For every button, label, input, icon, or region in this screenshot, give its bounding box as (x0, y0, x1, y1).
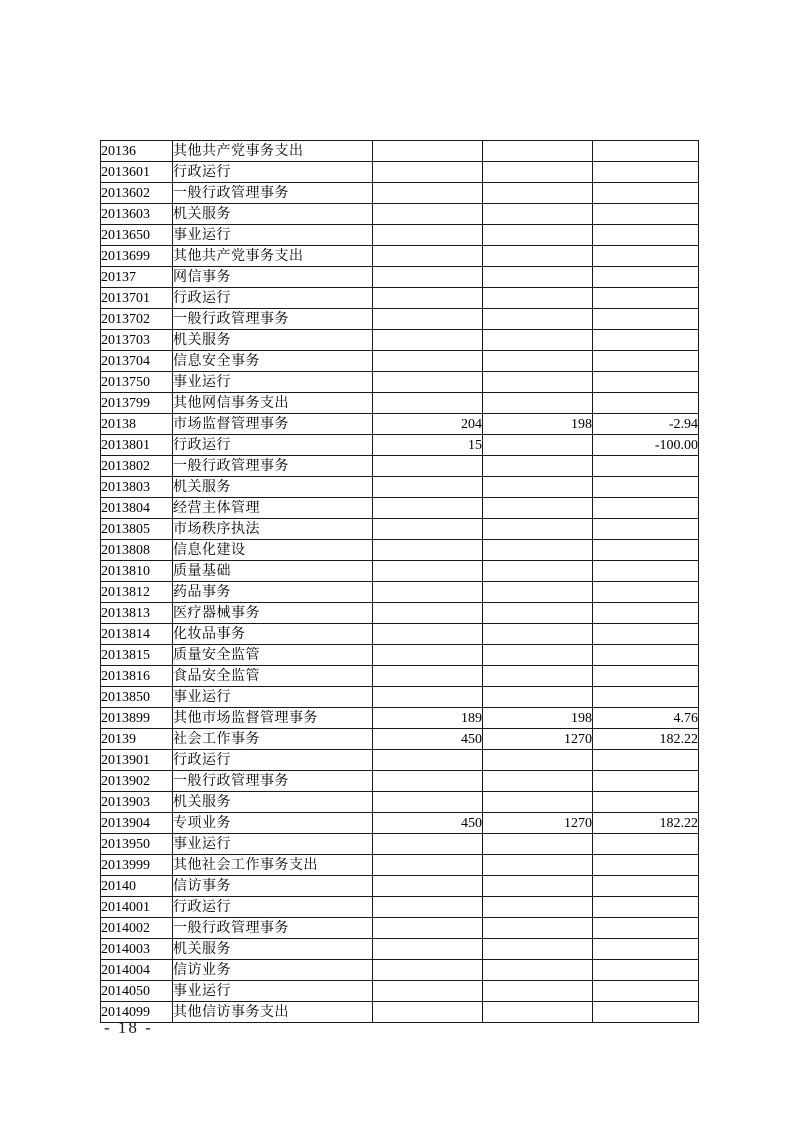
value-cell (593, 267, 699, 288)
value-cell (593, 624, 699, 645)
table-row (101, 393, 699, 414)
value-cell (593, 288, 699, 309)
value-cell (483, 750, 593, 771)
value-cell (593, 372, 699, 393)
table-row (101, 1002, 699, 1023)
value-cell (483, 981, 593, 1002)
table-row (101, 204, 699, 225)
value-cell (593, 561, 699, 582)
value-cell: 15 (373, 435, 483, 456)
table-row (101, 519, 699, 540)
table-row (101, 687, 699, 708)
value-cell (593, 792, 699, 813)
value-cell (373, 393, 483, 414)
value-cell (373, 204, 483, 225)
table-row (101, 771, 699, 792)
value-cell (373, 309, 483, 330)
value-cell (593, 666, 699, 687)
code-cell: 2013750 (101, 372, 173, 393)
name-cell: 药品事务 (173, 582, 373, 603)
value-cell (373, 477, 483, 498)
value-cell (483, 267, 593, 288)
code-cell: 20138 (101, 414, 173, 435)
name-cell: 行政运行 (173, 897, 373, 918)
table-row (101, 750, 699, 771)
code-cell: 2013802 (101, 456, 173, 477)
value-cell (483, 834, 593, 855)
value-cell (373, 456, 483, 477)
value-cell (483, 498, 593, 519)
name-cell: 行政运行 (173, 162, 373, 183)
name-cell: 一般行政管理事务 (173, 918, 373, 939)
value-cell (373, 372, 483, 393)
value-cell (483, 435, 593, 456)
value-cell (483, 309, 593, 330)
budget-table (100, 140, 699, 1023)
value-cell (483, 771, 593, 792)
value-cell (593, 246, 699, 267)
table-row (101, 414, 699, 435)
name-cell: 食品安全监管 (173, 666, 373, 687)
value-cell (373, 624, 483, 645)
value-cell (593, 477, 699, 498)
value-cell (593, 750, 699, 771)
value-cell (483, 246, 593, 267)
code-cell: 2013814 (101, 624, 173, 645)
value-cell (373, 876, 483, 897)
value-cell (373, 498, 483, 519)
code-cell: 2013812 (101, 582, 173, 603)
name-cell: 其他社会工作事务支出 (173, 855, 373, 876)
code-cell: 2013899 (101, 708, 173, 729)
value-cell (483, 666, 593, 687)
name-cell: 事业运行 (173, 225, 373, 246)
name-cell: 事业运行 (173, 687, 373, 708)
value-cell (373, 645, 483, 666)
value-cell (593, 225, 699, 246)
table-row (101, 498, 699, 519)
value-cell (373, 687, 483, 708)
table-row (101, 183, 699, 204)
value-cell (373, 939, 483, 960)
value-cell (373, 918, 483, 939)
value-cell (373, 771, 483, 792)
value-cell (593, 540, 699, 561)
code-cell: 2014003 (101, 939, 173, 960)
code-cell: 2013902 (101, 771, 173, 792)
code-cell: 2013903 (101, 792, 173, 813)
name-cell: 其他共产党事务支出 (173, 246, 373, 267)
code-cell: 2014050 (101, 981, 173, 1002)
value-cell (483, 393, 593, 414)
name-cell: 一般行政管理事务 (173, 309, 373, 330)
value-cell (483, 561, 593, 582)
name-cell: 一般行政管理事务 (173, 183, 373, 204)
value-cell (483, 288, 593, 309)
table-row (101, 162, 699, 183)
value-cell (373, 183, 483, 204)
code-cell: 2013810 (101, 561, 173, 582)
value-cell (593, 918, 699, 939)
value-cell (593, 141, 699, 162)
value-cell (483, 141, 593, 162)
name-cell: 行政运行 (173, 435, 373, 456)
value-cell (593, 855, 699, 876)
code-cell: 2013602 (101, 183, 173, 204)
name-cell: 一般行政管理事务 (173, 771, 373, 792)
code-cell: 2013799 (101, 393, 173, 414)
code-cell: 2013904 (101, 813, 173, 834)
name-cell: 机关服务 (173, 204, 373, 225)
table-row (101, 288, 699, 309)
value-cell: -2.94 (593, 414, 699, 435)
table-row (101, 834, 699, 855)
value-cell: 450 (373, 729, 483, 750)
code-cell: 2014099 (101, 1002, 173, 1023)
table-row (101, 813, 699, 834)
value-cell (593, 897, 699, 918)
table-row (101, 246, 699, 267)
value-cell (373, 540, 483, 561)
name-cell: 信访业务 (173, 960, 373, 981)
value-cell (373, 162, 483, 183)
value-cell: 450 (373, 813, 483, 834)
value-cell (373, 288, 483, 309)
budget-table-body (101, 141, 699, 1023)
value-cell (483, 876, 593, 897)
table-row (101, 456, 699, 477)
value-cell (483, 960, 593, 981)
value-cell (483, 624, 593, 645)
table-row (101, 645, 699, 666)
code-cell: 2013701 (101, 288, 173, 309)
code-cell: 20136 (101, 141, 173, 162)
value-cell (373, 225, 483, 246)
value-cell: 204 (373, 414, 483, 435)
table-row (101, 624, 699, 645)
name-cell: 医疗器械事务 (173, 603, 373, 624)
code-cell: 2013801 (101, 435, 173, 456)
name-cell: 经营主体管理 (173, 498, 373, 519)
table-row (101, 792, 699, 813)
name-cell: 其他信访事务支出 (173, 1002, 373, 1023)
value-cell (593, 330, 699, 351)
name-cell: 信息化建设 (173, 540, 373, 561)
table-row (101, 960, 699, 981)
name-cell: 其他市场监督管理事务 (173, 708, 373, 729)
value-cell: 198 (483, 414, 593, 435)
code-cell: 2014004 (101, 960, 173, 981)
value-cell: 1270 (483, 729, 593, 750)
value-cell (593, 981, 699, 1002)
name-cell: 机关服务 (173, 792, 373, 813)
value-cell (593, 960, 699, 981)
code-cell: 2013601 (101, 162, 173, 183)
value-cell (483, 540, 593, 561)
name-cell: 行政运行 (173, 750, 373, 771)
table-row (101, 330, 699, 351)
value-cell (483, 204, 593, 225)
code-cell: 2013603 (101, 204, 173, 225)
table-row (101, 351, 699, 372)
value-cell (593, 1002, 699, 1023)
value-cell (483, 351, 593, 372)
value-cell (593, 351, 699, 372)
value-cell (593, 582, 699, 603)
value-cell (483, 477, 593, 498)
name-cell: 质量基础 (173, 561, 373, 582)
code-cell: 2013808 (101, 540, 173, 561)
code-cell: 20137 (101, 267, 173, 288)
value-cell (483, 582, 593, 603)
value-cell (593, 645, 699, 666)
name-cell: 网信事务 (173, 267, 373, 288)
table-row (101, 372, 699, 393)
value-cell (373, 792, 483, 813)
value-cell (373, 1002, 483, 1023)
value-cell: 4.76 (593, 708, 699, 729)
value-cell (373, 519, 483, 540)
name-cell: 行政运行 (173, 288, 373, 309)
table-row (101, 477, 699, 498)
table-row (101, 897, 699, 918)
name-cell: 机关服务 (173, 330, 373, 351)
name-cell: 机关服务 (173, 477, 373, 498)
table-row (101, 582, 699, 603)
code-cell: 2013703 (101, 330, 173, 351)
value-cell (593, 771, 699, 792)
value-cell (373, 603, 483, 624)
code-cell: 2014002 (101, 918, 173, 939)
value-cell (593, 687, 699, 708)
table-row (101, 561, 699, 582)
table-row (101, 855, 699, 876)
value-cell (483, 162, 593, 183)
value-cell (483, 918, 593, 939)
code-cell: 2013804 (101, 498, 173, 519)
value-cell: 198 (483, 708, 593, 729)
code-cell: 2013999 (101, 855, 173, 876)
name-cell: 事业运行 (173, 372, 373, 393)
value-cell (373, 351, 483, 372)
table-row (101, 603, 699, 624)
code-cell: 2013803 (101, 477, 173, 498)
table-row (101, 267, 699, 288)
table-row (101, 981, 699, 1002)
code-cell: 2014001 (101, 897, 173, 918)
name-cell: 社会工作事务 (173, 729, 373, 750)
name-cell: 一般行政管理事务 (173, 456, 373, 477)
table-row (101, 435, 699, 456)
table-row (101, 876, 699, 897)
value-cell (593, 519, 699, 540)
name-cell: 质量安全监管 (173, 645, 373, 666)
value-cell (483, 939, 593, 960)
value-cell (483, 183, 593, 204)
value-cell (483, 330, 593, 351)
code-cell: 2013813 (101, 603, 173, 624)
code-cell: 2013850 (101, 687, 173, 708)
table-row (101, 708, 699, 729)
value-cell (483, 519, 593, 540)
value-cell (483, 855, 593, 876)
name-cell: 信访事务 (173, 876, 373, 897)
name-cell: 事业运行 (173, 981, 373, 1002)
value-cell (593, 204, 699, 225)
value-cell: 182.22 (593, 729, 699, 750)
name-cell: 事业运行 (173, 834, 373, 855)
code-cell: 20139 (101, 729, 173, 750)
table-row (101, 729, 699, 750)
value-cell (373, 897, 483, 918)
value-cell (593, 834, 699, 855)
name-cell: 其他共产党事务支出 (173, 141, 373, 162)
table-row (101, 309, 699, 330)
value-cell (373, 750, 483, 771)
code-cell: 20140 (101, 876, 173, 897)
table-row (101, 540, 699, 561)
value-cell (593, 183, 699, 204)
table-row (101, 918, 699, 939)
value-cell (373, 666, 483, 687)
table-row (101, 141, 699, 162)
value-cell (483, 372, 593, 393)
value-cell (483, 897, 593, 918)
code-cell: 2013650 (101, 225, 173, 246)
value-cell (483, 687, 593, 708)
value-cell (593, 603, 699, 624)
code-cell: 2013901 (101, 750, 173, 771)
code-cell: 2013815 (101, 645, 173, 666)
table-row (101, 225, 699, 246)
table-row (101, 666, 699, 687)
value-cell (593, 162, 699, 183)
value-cell: 1270 (483, 813, 593, 834)
value-cell: 182.22 (593, 813, 699, 834)
value-cell (373, 981, 483, 1002)
table-row (101, 939, 699, 960)
value-cell (483, 792, 593, 813)
name-cell: 市场秩序执法 (173, 519, 373, 540)
name-cell: 化妆品事务 (173, 624, 373, 645)
value-cell (373, 330, 483, 351)
code-cell: 2013699 (101, 246, 173, 267)
value-cell (593, 498, 699, 519)
name-cell: 信息安全事务 (173, 351, 373, 372)
code-cell: 2013950 (101, 834, 173, 855)
value-cell (373, 582, 483, 603)
page-number: - 18 - (104, 1018, 153, 1037)
value-cell (593, 876, 699, 897)
value-cell (483, 1002, 593, 1023)
value-cell (373, 855, 483, 876)
value-cell (373, 960, 483, 981)
value-cell: -100.00 (593, 435, 699, 456)
name-cell: 其他网信事务支出 (173, 393, 373, 414)
name-cell: 专项业务 (173, 813, 373, 834)
value-cell (593, 456, 699, 477)
value-cell (373, 834, 483, 855)
code-cell: 2013704 (101, 351, 173, 372)
value-cell (593, 393, 699, 414)
value-cell (373, 141, 483, 162)
value-cell (373, 246, 483, 267)
code-cell: 2013702 (101, 309, 173, 330)
value-cell (483, 225, 593, 246)
value-cell: 189 (373, 708, 483, 729)
name-cell: 机关服务 (173, 939, 373, 960)
code-cell: 2013816 (101, 666, 173, 687)
name-cell: 市场监督管理事务 (173, 414, 373, 435)
value-cell (593, 939, 699, 960)
value-cell (483, 645, 593, 666)
value-cell (593, 309, 699, 330)
code-cell: 2013805 (101, 519, 173, 540)
value-cell (373, 561, 483, 582)
value-cell (483, 603, 593, 624)
value-cell (373, 267, 483, 288)
value-cell (483, 456, 593, 477)
